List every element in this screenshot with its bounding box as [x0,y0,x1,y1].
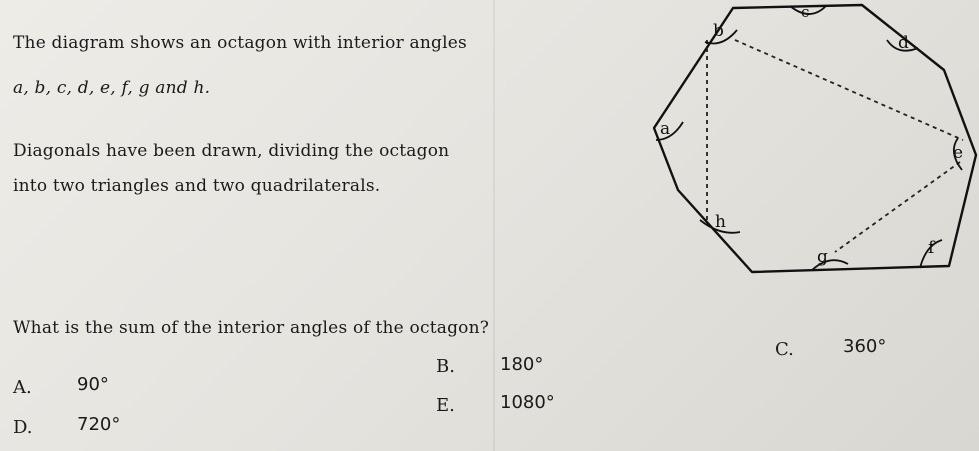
option-c-value[interactable]: 360° [843,336,887,357]
angle-label-e: e [953,143,964,163]
option-d-value[interactable]: 720° [77,414,121,435]
octagon-outline [654,5,976,272]
option-d-letter[interactable]: D. [13,417,33,438]
arc-b [705,30,737,44]
angle-label-f: f [928,238,935,258]
option-b-letter[interactable]: B. [436,356,455,377]
page-fold [493,0,495,451]
diagonal-b-e [735,40,963,140]
diagonals-line-1: Diagonals have been drawn, dividing the octagon [13,141,450,161]
option-b-value[interactable]: 180° [500,354,544,375]
diagonals-line-2: into two triangles and two quadrilaterals. [13,176,381,196]
arc-a [656,122,683,140]
angle-label-b: b [713,21,724,41]
arc-h [700,220,740,233]
angle-label-g: g [817,247,828,267]
arc-d [887,40,918,51]
intro-line-1: The diagram shows an octagon with interior angles [13,33,467,53]
intro-line-2: a, b, c, d, e, f, g and h. [13,78,211,98]
angle-label-d: d [898,33,909,53]
angle-label-h: h [715,212,726,232]
arc-e [954,138,962,170]
option-e-value[interactable]: 1080° [500,392,555,413]
option-a-value[interactable]: 90° [77,374,109,395]
angle-label-c: c [801,3,810,21]
option-a-letter[interactable]: A. [13,377,32,398]
arc-g [812,260,848,270]
diagonal-e-g [835,162,960,252]
arc-c [790,6,826,14]
angle-label-a: a [660,119,671,139]
option-e-letter[interactable]: E. [436,395,455,416]
arc-f [920,240,942,268]
option-c-letter[interactable]: C. [775,339,794,360]
question-text: What is the sum of the interior angles of the octagon? [13,318,490,338]
